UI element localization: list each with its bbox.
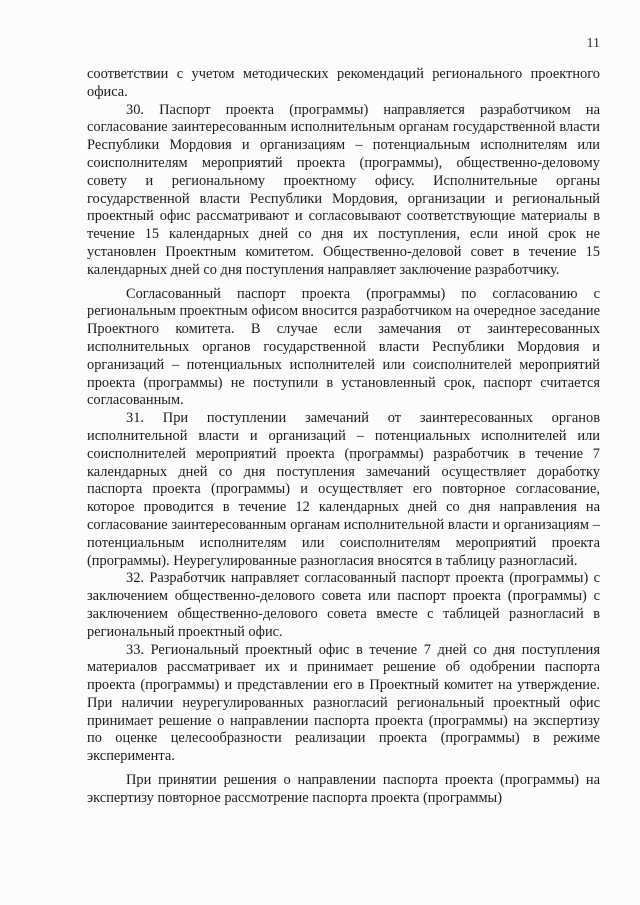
document-body xyxy=(87,66,600,808)
paragraph-item-32: 32. Разработчик направляет согласованный паспорт проекта (программы) с заключением общественно-делового совета или паспорт проекта (программы) с заключением общественно-делового совета вместе с таблицей разногласий в региональный проектный офис. xyxy=(87,570,600,640)
paragraph-item-31: 31. При поступлении замечаний от заинтересованных органов исполнительной власти и организаций – потенциальных исполнителей или соисполнителей мероприятий проекта (программы) разработчик в течение 7 календарных дней со дня поступления замечаний осуществляет доработку паспорта проекта (программы) и осуществляет его повторное согласование, которое проводится в течение 12 календарных дней со дня направления на согласование заинтересованным органам исполнительной власти и организациям – потенциальным исполнителям или соисполнителям мероприятий проекта (программы). Неурегулированные разногласия вносятся в таблицу разногласий. xyxy=(87,410,600,569)
paragraph-expertise-decision: При принятии решения о направлении паспорта проекта (программы) на экспертизу повторное рассмотрение паспорта проекта (программы) xyxy=(87,772,600,806)
page-number: 11 xyxy=(586,36,600,51)
paragraph-continuation: соответствии с учетом методических рекомендаций регионального проектного офиса. xyxy=(87,66,600,100)
paragraph-item-33: 33. Региональный проектный офис в течение 7 дней со дня поступления материалов рассматривает их и принимает решение об одобрении паспорта проекта (программы) и представлении его в Проектный комитет на утверждение. При наличии неурегулированных разногласий региональный проектный офис принимает решение о направлении паспорта проекта (программы) на экспертизу по оценке целесообразности реализации проекта (программы) в режиме эксперимента. xyxy=(87,641,600,765)
paragraph-approved-passport: Согласованный паспорт проекта (программы) по согласованию с региональным проектным офисом вносится разработчиком на очередное заседание Проектного комитета. В случае если замечания от заинтересованных исполнительных органов государственной власти Республики Мордовия и организаций – потенциальных исполнителей или соисполнителей мероприятий проекта (программы) не поступили в установленный срок, паспорт считается согласованным. xyxy=(87,285,600,409)
paragraph-item-30: 30. Паспорт проекта (программы) направляется разработчиком на согласование заинтересованным исполнительным органам государственной власти Республики Мордовия и организациям – потенциальным исполнителям или соисполнителям мероприятий проекта (программы), общественно-деловому совету и региональному проектному офису. Исполнительные органы государственной власти Республики Мордовия, организации и региональный проектный офис рассматривают и согласовывают соответствующие материалы в течение 15 календарных дней со дня их поступления, если иной срок не установлен Проектным комитетом. Общественно-деловой совет в течение 15 календарных дней со дня поступления направляет заключение разработчику. xyxy=(87,101,600,278)
